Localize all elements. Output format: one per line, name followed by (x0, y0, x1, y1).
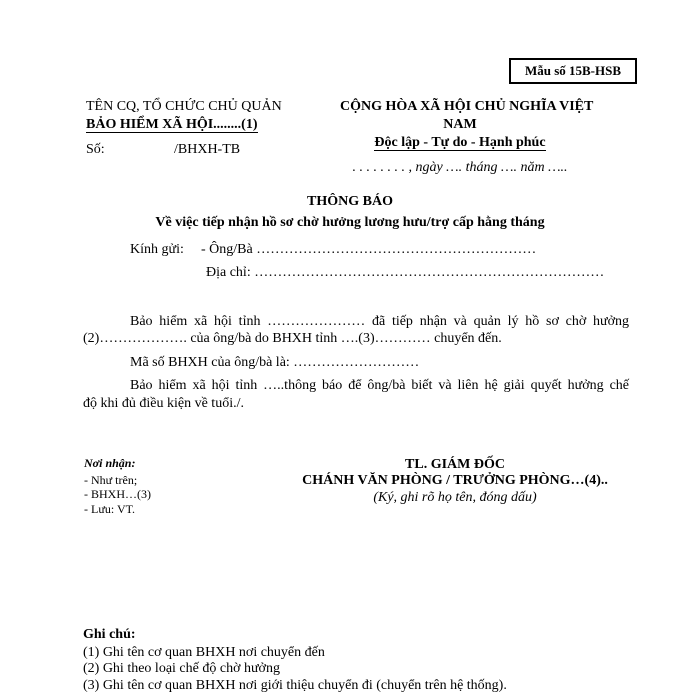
note-item: (3) Ghi tên cơ quan BHXH nơi giới thiệu chuyển đi (chuyển trên hệ thống). (83, 678, 507, 693)
signature-line2: CHÁNH VĂN PHÒNG / TRƯỞNG PHÒNG…(4).. (302, 473, 608, 488)
number-suffix: /BHXH-TB (174, 142, 241, 157)
recipients-item: - BHXH…(3) (84, 487, 151, 501)
country-line1: CỘNG HÒA XÃ HỘI CHỦ NGHĨA VIỆT (340, 99, 594, 114)
para2-bhxh-number: Mã số BHXH của ông/bà là: ……………………… (130, 355, 420, 370)
country-line2: NAM (443, 117, 477, 132)
para1-line1: Bảo hiểm xã hội tỉnh ………………… đã tiếp nhận và quản lý hồ sơ chờ hưởng (130, 314, 629, 329)
motto-text: Độc lập - Tự do - Hạnh phúc (374, 135, 546, 150)
number-label: Số: (86, 142, 105, 157)
recipients-item: - Lưu: VT. (84, 502, 136, 516)
note-item: (1) Ghi tên cơ quan BHXH nơi chuyển đến (83, 645, 325, 660)
signature-line3: (Ký, ghi rõ họ tên, đóng dấu) (373, 490, 537, 505)
motto (340, 135, 580, 151)
note-item: (2) Ghi theo loại chế độ chờ hưởng (83, 661, 280, 676)
agency-line1: TÊN CQ, TỔ CHỨC CHỦ QUẢN (86, 99, 282, 114)
date-line: . . . . . . . . , ngày …. tháng …. năm ….. (352, 160, 568, 175)
recipients-heading: Nơi nhận: (84, 456, 136, 470)
recipient-label: Kính gửi: (130, 242, 184, 257)
recipients-item: - Như trên; (84, 473, 138, 487)
recipient-address-line: Địa chỉ: ………………………………………………………………… (206, 265, 605, 280)
notice-title: THÔNG BÁO (307, 194, 393, 209)
notes-heading: Ghi chú: (83, 627, 136, 642)
para3-line1: Bảo hiểm xã hội tỉnh …..thông báo để ông/bà biết và liên hệ giải quyết hưởng chế (130, 378, 629, 393)
form-code-box (509, 58, 637, 84)
agency-line2 (86, 117, 258, 133)
para3-line2: độ khi đủ điều kiện về tuổi./. (83, 396, 244, 411)
signature-line1: TL. GIÁM ĐỐC (405, 457, 505, 472)
recipient-name-line: - Ông/Bà …………………………………………………… (201, 242, 537, 257)
para1-line2: (2)………………. của ông/bà do BHXH tỉnh ….(3)………… chuyển đến. (83, 331, 502, 346)
notice-subtitle: Về việc tiếp nhận hồ sơ chờ hưởng lương hưu/trợ cấp hằng tháng (155, 215, 545, 230)
form-code: Mẫu số 15B-HSB (524, 63, 622, 78)
agency-name: BẢO HIỂM XÃ HỘI........(1) (86, 117, 258, 132)
